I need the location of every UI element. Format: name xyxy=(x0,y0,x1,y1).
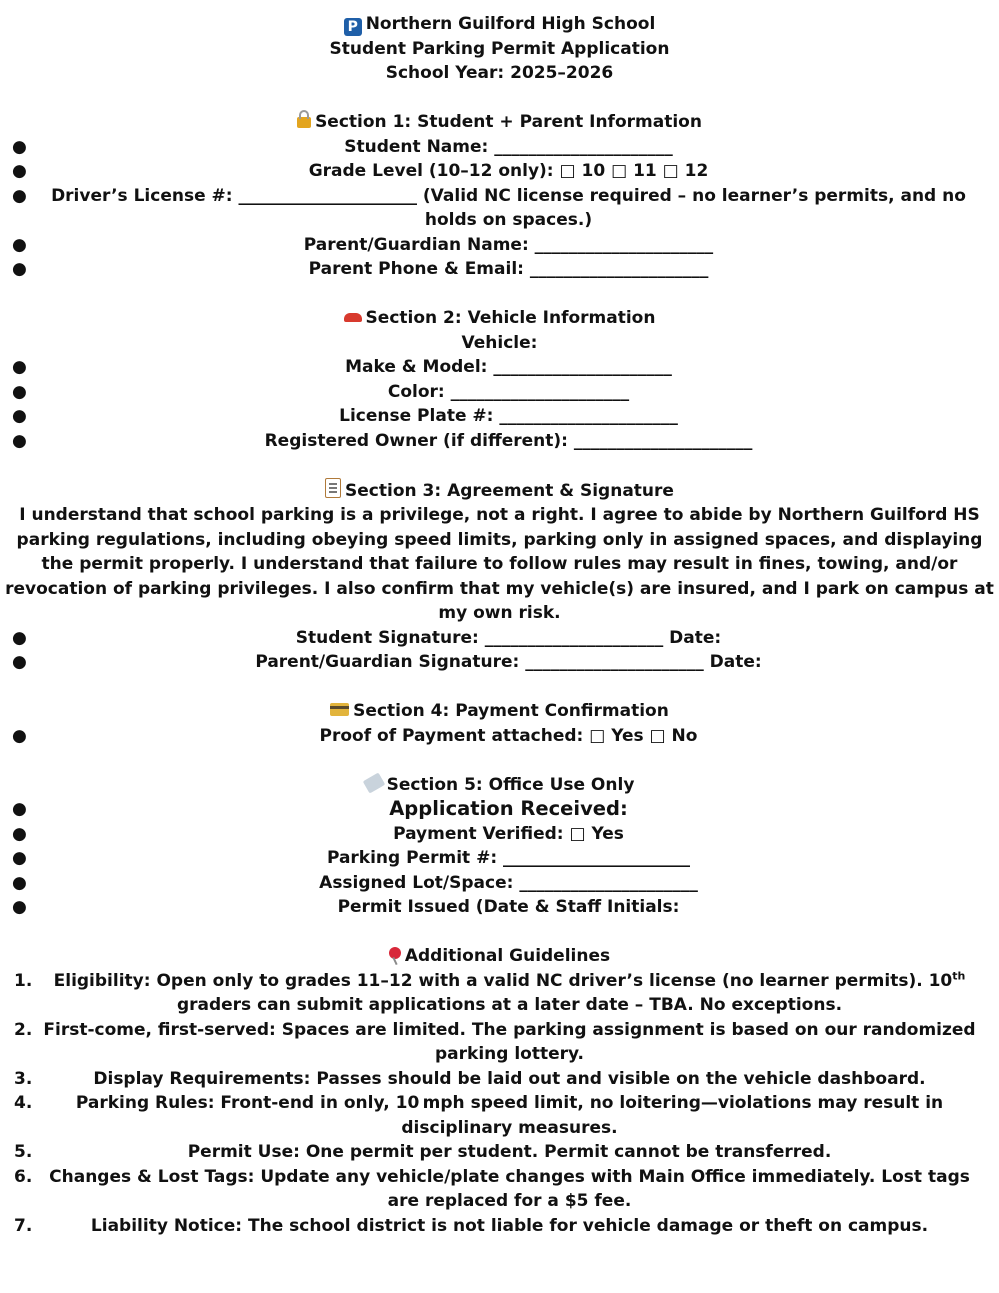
document-title: Student Parking Permit Application xyxy=(329,38,670,59)
guideline-item: 3. Display Requirements: Passes should be laid out and visible on the vehicle dashboard. xyxy=(14,1068,926,1089)
guideline-item: 4. Parking Rules: Front-end in only, 10 mph speed limit, no loitering—violations may result in disciplinary measures. xyxy=(14,1093,944,1138)
drivers-license-field[interactable]: ● Driver’s License #: _____________________ (Valid NC license required – no learner’s permits, and no holds on spaces.) xyxy=(12,185,966,230)
car-icon xyxy=(344,313,362,322)
section2-heading: Section 2: Vehicle Information xyxy=(0,306,999,331)
school-year: School Year: 2025–2026 xyxy=(385,63,614,83)
bullet-icon: ● xyxy=(12,259,27,279)
parent-signature-field[interactable]: ● Parent/Guardian Signature: _____________________ Date: xyxy=(0,650,999,675)
bullet-icon: ● xyxy=(12,823,27,844)
bullet-icon: ● xyxy=(12,627,27,648)
bullet-icon: ● xyxy=(12,161,27,181)
payment-verified-field[interactable]: ● Payment Verified: □ Yes xyxy=(0,822,999,847)
section4-heading: Section 4: Payment Confirmation xyxy=(0,699,999,724)
section1-list xyxy=(0,135,999,282)
bullet-icon: ● xyxy=(12,799,27,819)
agreement-paragraph: I understand that school parking is a privilege, not a right. I agree to abide by Northern Guilford HS parking regulations, including obeying speed limits, parking only in assigned spaces, and displaying the permit properly. I understand that failure to follow rules may result in fines, towing, and/or revocation of parking privileges. I also confirm that my vehicle(s) are insured, and I park on campus at my own risk. xyxy=(5,505,994,623)
bullet-icon: ● xyxy=(12,381,27,402)
grade-level-field[interactable]: ● Grade Level (10–12 only): □ 10 □ 11 □ 12 xyxy=(0,159,999,184)
bullet-icon: ● xyxy=(12,872,27,893)
registered-owner-field[interactable]: ● Registered Owner (if different): _____________________ xyxy=(0,429,999,454)
section5-list xyxy=(0,797,999,920)
tag-icon xyxy=(362,772,385,793)
lock-icon xyxy=(297,117,311,128)
section3-list xyxy=(0,626,999,675)
section4-list xyxy=(0,724,999,749)
proof-of-payment-field[interactable]: ● Proof of Payment attached: □ Yes □ No xyxy=(0,724,999,749)
license-plate-field[interactable]: ● License Plate #: _____________________ xyxy=(0,404,999,429)
bullet-icon: ● xyxy=(12,848,27,868)
student-signature-field[interactable]: ● Student Signature: _____________________ Date: xyxy=(0,626,999,651)
section1-heading: Section 1: Student + Parent Information xyxy=(0,110,999,135)
school-name-heading: P Northern Guilford High School xyxy=(0,12,999,37)
student-name-field[interactable]: ● Student Name: _____________________ xyxy=(0,135,999,160)
bullet-icon: ● xyxy=(12,897,27,917)
guideline-item: 1. Eligibility: Open only to grades 11–12 with a valid NC driver’s license (no learner permits). 10th graders can submit applications at a later date – TBA. No exceptions. xyxy=(14,968,966,1015)
bullet-icon: ● xyxy=(12,652,27,672)
vehicle-subheading: Vehicle: xyxy=(461,332,538,353)
bullet-icon: ● xyxy=(12,406,27,426)
bullet-icon: ● xyxy=(12,430,27,451)
guideline-item: 2. First-come, first-served: Spaces are limited. The parking assignment is based on our randomized parking lottery. xyxy=(14,1019,976,1064)
parking-icon: P xyxy=(344,18,362,36)
bullet-icon: ● xyxy=(12,136,27,157)
pushpin-icon xyxy=(389,947,401,959)
permit-issued-field[interactable]: ● Permit Issued (Date & Staff Initials: xyxy=(0,895,999,920)
parking-permit-number-field[interactable]: ● Parking Permit #: ______________________ xyxy=(0,846,999,871)
bullet-icon: ● xyxy=(12,725,27,746)
credit-card-icon xyxy=(330,703,349,716)
guideline-item: 5. Permit Use: One permit per student. Permit cannot be transferred. xyxy=(14,1142,832,1162)
guidelines-heading: Additional Guidelines xyxy=(0,944,999,969)
section3-heading: Section 3: Agreement & Signature xyxy=(0,478,999,504)
make-model-field[interactable]: ● Make & Model: _____________________ xyxy=(0,355,999,380)
guidelines-list xyxy=(0,969,999,1239)
parent-name-field[interactable]: ● Parent/Guardian Name: _____________________ xyxy=(0,233,999,258)
application-received-field[interactable]: ● Application Received: xyxy=(12,797,628,820)
section2-list xyxy=(0,355,999,453)
color-field[interactable]: ● Color: _____________________ xyxy=(0,380,999,405)
section5-heading: Section 5: Office Use Only xyxy=(0,773,999,798)
parent-contact-field[interactable]: ● Parent Phone & Email: _____________________ xyxy=(0,257,999,282)
guideline-item: 7. Liability Notice: The school district is not liable for vehicle damage or theft on campus. xyxy=(14,1215,929,1236)
guideline-item: 6. Changes & Lost Tags: Update any vehicle/plate changes with Main Office immediately. Lost tags are replaced for a $5 fee. xyxy=(14,1166,970,1211)
bullet-icon: ● xyxy=(12,234,27,255)
bullet-icon: ● xyxy=(12,185,27,206)
clipboard-icon xyxy=(325,478,341,498)
bullet-icon: ● xyxy=(12,357,27,377)
assigned-lot-field[interactable]: ● Assigned Lot/Space: _____________________ xyxy=(0,871,999,896)
